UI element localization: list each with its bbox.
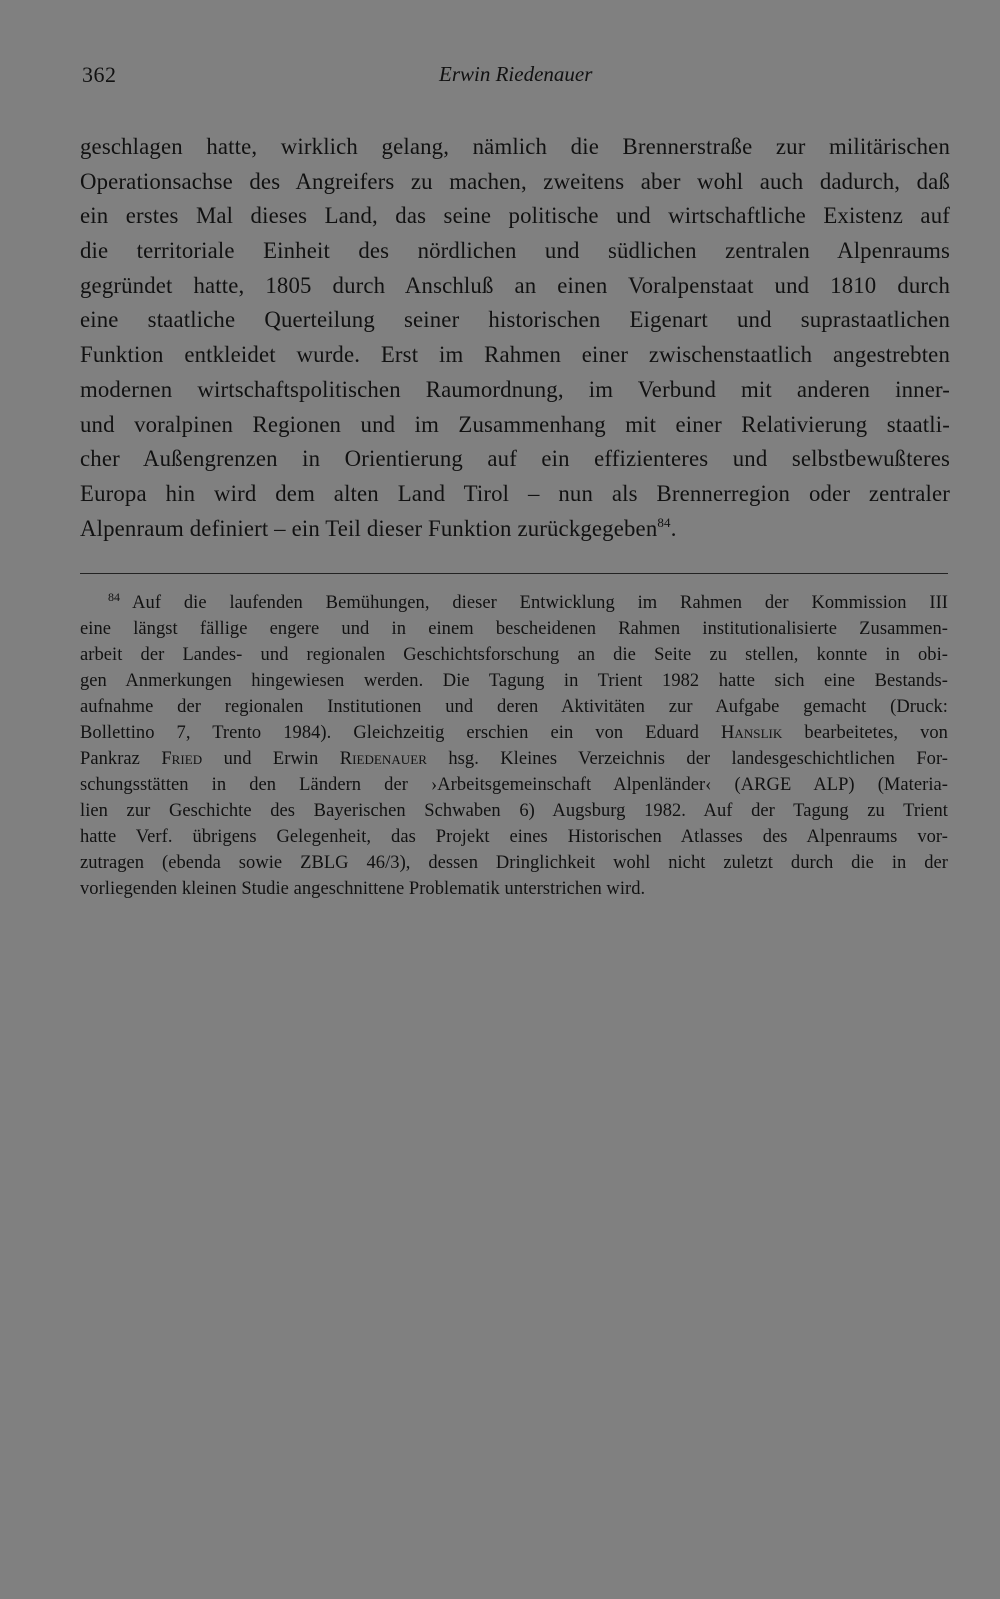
- body-line: gegründet hatte, 1805 durch Anschluß an einen Voralpenstaat und 1810 durch: [80, 272, 950, 298]
- body-line: Funktion entkleidet wurde. Erst im Rahmen einer zwischenstaatlich angestrebten: [80, 342, 950, 368]
- footnote-line: [80, 590, 948, 616]
- footnote-line: hatte Verf. übrigens Gelegenheit, das Projekt eines Historischen Atlasses des Alpenraums vor-: [80, 827, 948, 847]
- body-line: modernen wirtschaftspolitischen Raumordnung, im Verbund mit anderen inner-: [80, 376, 950, 402]
- footnote-text: hsg. Kleines Verzeichnis der landesgeschichtlichen For-: [426, 749, 949, 769]
- footnote-line: schungsstätten in den Ländern der ›Arbeitsgemeinschaft Alpenländer‹ (ARGE ALP) (Materia-: [80, 775, 948, 795]
- body-line: eine staatliche Querteilung seiner historischen Eigenart und suprastaatlichen: [80, 307, 950, 333]
- footnote-text: Auf die laufenden Bemühungen, dieser Entwicklung im Rahmen der Kommission III: [132, 593, 948, 613]
- author-name-riedenauer: Riedenauer: [339, 749, 427, 769]
- footnote-number: 84: [108, 590, 121, 604]
- footnote-line: zutragen (ebenda sowie ZBLG 46/3), dessen Dringlichkeit wohl nicht zuletzt durch die in der: [80, 853, 948, 873]
- body-paragraph: [80, 130, 950, 546]
- footnote-line: [80, 720, 948, 746]
- footnote-line: arbeit der Landes- und regionalen Geschichtsforschung an die Seite zu stellen, konnte in obi-: [80, 645, 948, 665]
- footnote-line: eine längst fällige engere und in einem bescheidenen Rahmen institutionalisierte Zusammen-: [80, 619, 948, 639]
- author-name-fried: Fried: [161, 749, 203, 769]
- author-name-hanslik: Hanslik: [721, 723, 783, 743]
- footnote-text: Bollettino 7, Trento 1984). Gleichzeitig erschien ein von Eduard: [80, 723, 721, 743]
- body-line: Operationsachse des Angreifers zu machen, zweitens aber wohl auch dadurch, daß: [80, 168, 950, 194]
- body-line: ein erstes Mal dieses Land, das seine politische und wirtschaftliche Existenz auf: [80, 203, 950, 229]
- footnote-line: [80, 746, 948, 772]
- body-line: die territoriale Einheit des nördlichen und südlichen zentralen Alpenraums: [80, 238, 950, 264]
- footnote-line: gen Anmerkungen hingewiesen werden. Die Tagung in Trient 1982 hatte sich eine Bestands-: [80, 671, 948, 691]
- running-head: Erwin Riedenauer: [439, 62, 593, 86]
- footnote-line-last: vorliegenden kleinen Studie angeschnittene Problematik unterstrichen wird.: [80, 879, 646, 899]
- body-line: cher Außengrenzen in Orientierung auf ein effizienteres und selbstbewußteres: [80, 446, 950, 472]
- footnote: [80, 590, 948, 902]
- body-line-last: [80, 512, 950, 547]
- body-last-punct: .: [670, 515, 677, 541]
- footnote-reference[interactable]: 84: [657, 514, 671, 530]
- body-line: geschlagen hatte, wirklich gelang, nämlich die Brennerstraße zur militärischen: [80, 134, 950, 159]
- page-header: [82, 62, 952, 92]
- body-line: Europa hin wird dem alten Land Tirol – nun als Brennerregion oder zentraler: [80, 480, 950, 506]
- footnote-text: Pankraz: [80, 749, 162, 769]
- footnote-separator: [80, 573, 948, 574]
- footnote-line: lien zur Geschichte des Bayerischen Schwaben 6) Augsburg 1982. Auf der Tagung zu Trient: [80, 801, 948, 821]
- page-number: 362: [82, 62, 117, 87]
- body-last-text: Alpenraum definiert – ein Teil dieser Funktion zurückgegeben: [80, 515, 658, 541]
- footnote-text: bearbeitetes, von: [782, 723, 948, 743]
- footnote-line: aufnahme der regionalen Institutionen und deren Aktivitäten zur Aufgabe gemacht (Druck:: [80, 697, 948, 717]
- body-line: und voralpinen Regionen und im Zusammenhang mit einer Relativierung staatli-: [80, 411, 950, 437]
- footnote-text: und Erwin: [202, 749, 340, 769]
